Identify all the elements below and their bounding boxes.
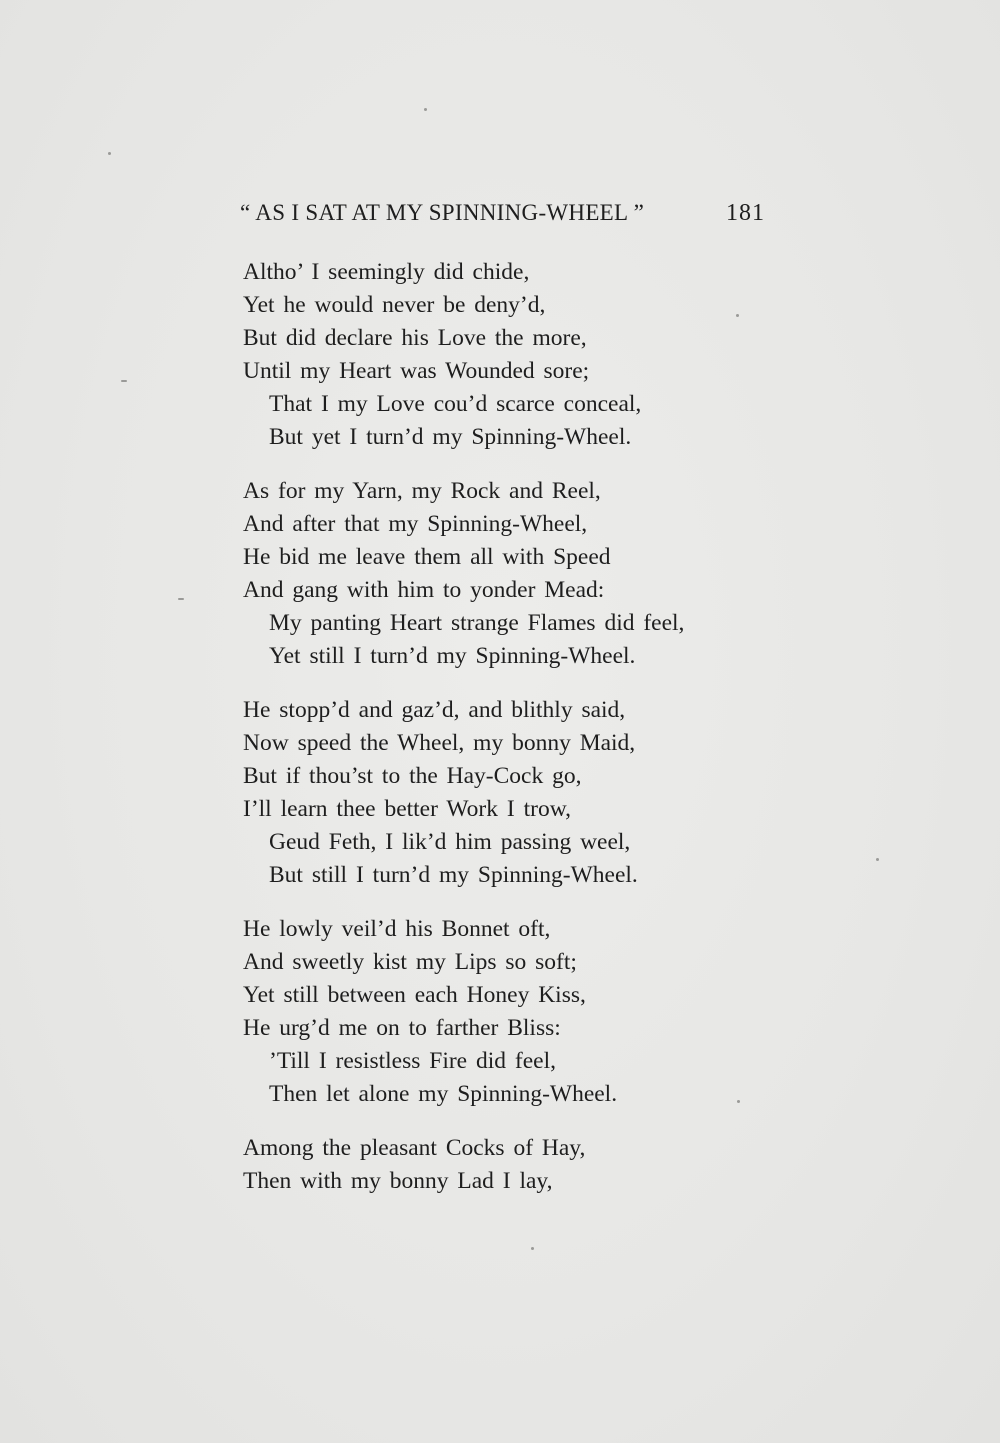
stanza-5: [243, 1132, 803, 1198]
verse-line: But did declare his Love the more,: [243, 325, 587, 351]
paper-speck: [424, 108, 427, 111]
verse-line: He stopp’d and gaz’d, and blithly said,: [243, 697, 626, 723]
stanza-2: [243, 475, 803, 673]
paper-speck: [737, 1100, 740, 1103]
verse-line: And after that my Spinning-Wheel,: [243, 511, 588, 537]
verse-line-indented: That I my Love cou’d scarce conceal,: [269, 391, 642, 417]
verse-line: And gang with him to yonder Mead:: [243, 577, 605, 603]
verse-line: I’ll learn thee better Work I trow,: [243, 796, 572, 822]
verse-line-indented: My panting Heart strange Flames did feel,: [269, 610, 685, 636]
verse-line: But if thou’st to the Hay-Cock go,: [243, 763, 582, 789]
stanza-1: [243, 256, 803, 454]
verse-line: Yet still between each Honey Kiss,: [243, 982, 586, 1008]
paper-speck: [876, 858, 879, 861]
running-title: “ AS I SAT AT MY SPINNING-WHEEL ”: [240, 200, 645, 225]
verse-line: Until my Heart was Wounded sore;: [243, 358, 590, 384]
paper-speck: [736, 314, 739, 317]
stanza-3: [243, 694, 803, 892]
paper-speck: [531, 1247, 534, 1250]
running-head: [240, 200, 765, 234]
verse-line: Yet he would never be deny’d,: [243, 292, 546, 318]
verse-line: As for my Yarn, my Rock and Reel,: [243, 478, 601, 504]
verse-line: And sweetly kist my Lips so soft;: [243, 949, 577, 975]
verse-line: Now speed the Wheel, my bonny Maid,: [243, 730, 636, 756]
paper-speck: [108, 152, 111, 155]
stanza-4: [243, 913, 803, 1111]
verse-line: Among the pleasant Cocks of Hay,: [243, 1135, 586, 1161]
verse-line-indented: Yet still I turn’d my Spinning-Wheel.: [269, 643, 636, 669]
verse-line: He lowly veil’d his Bonnet oft,: [243, 916, 551, 942]
verse-line-indented: But yet I turn’d my Spinning-Wheel.: [269, 424, 632, 450]
page-number: 181: [726, 200, 765, 226]
poem-body: [243, 256, 803, 1219]
verse-line: Altho’ I seemingly did chide,: [243, 259, 530, 285]
verse-line-indented: But still I turn’d my Spinning-Wheel.: [269, 862, 638, 888]
verse-line: He urg’d me on to farther Bliss:: [243, 1015, 561, 1041]
paper-speck: [178, 598, 184, 600]
verse-line: He bid me leave them all with Speed: [243, 544, 611, 570]
verse-line-indented: ’Till I resistless Fire did feel,: [269, 1048, 556, 1074]
verse-line-indented: Geud Feth, I lik’d him passing weel,: [269, 829, 631, 855]
verse-line: Then with my bonny Lad I lay,: [243, 1168, 553, 1194]
verse-line-indented: Then let alone my Spinning-Wheel.: [269, 1081, 618, 1107]
paper-speck: [121, 380, 127, 382]
